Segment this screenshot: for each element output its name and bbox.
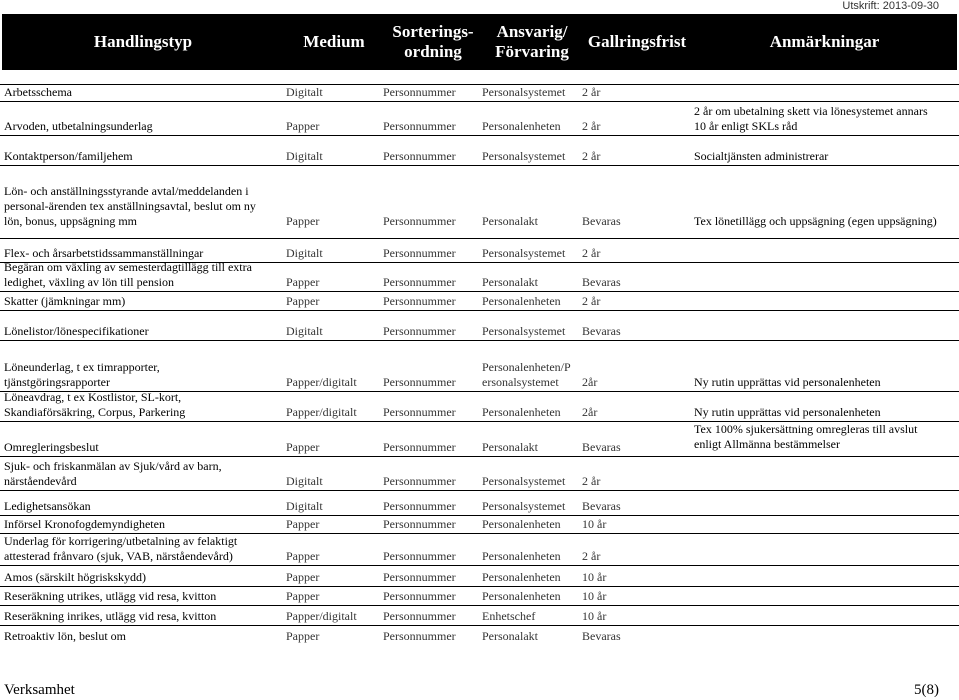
cell-sortering: Personnummer bbox=[383, 609, 456, 623]
header-ansvarig: Ansvarig/ Förvaring bbox=[495, 22, 569, 61]
cell-gallringsfrist: 2 år bbox=[582, 294, 601, 308]
cell-handlingstyp: Införsel Kronofogdemyndigheten bbox=[4, 517, 165, 531]
cell-anmarkning: Tex lönetillägg och uppsägning (egen uppsägning) bbox=[694, 214, 937, 228]
cell-gallringsfrist: 10 år bbox=[582, 570, 607, 584]
cell-handlingstyp: Löneunderlag, t ex timrapporter, tjänstgöringsrapporter bbox=[4, 360, 160, 389]
cell-sortering: Personnummer bbox=[383, 405, 456, 419]
cell-sortering: Personnummer bbox=[383, 149, 456, 163]
cell-ansvarig: Personalenheten bbox=[482, 405, 561, 419]
cell-ansvarig: Personalenheten bbox=[482, 549, 561, 563]
cell-ansvarig: Personalenheten bbox=[482, 589, 561, 603]
cell-ansvarig: Personalsystemet bbox=[482, 324, 566, 338]
cell-sortering: Personnummer bbox=[383, 440, 456, 454]
cell-medium: Papper bbox=[286, 119, 320, 133]
table-header bbox=[2, 14, 957, 70]
cell-sortering: Personnummer bbox=[383, 589, 456, 603]
cell-ansvarig: Personalsystemet bbox=[482, 85, 566, 99]
cell-ansvarig: Personalenheten/P ersonalsystemet bbox=[482, 360, 571, 389]
table-row bbox=[0, 490, 959, 516]
cell-handlingstyp: Sjuk- och friskanmälan av Sjuk/vård av barn, närståendevård bbox=[4, 459, 222, 488]
print-date: Utskrift: 2013-09-30 bbox=[842, 0, 939, 12]
cell-gallringsfrist: Bevaras bbox=[582, 324, 621, 338]
cell-gallringsfrist: 2 år bbox=[582, 246, 601, 260]
cell-gallringsfrist: 2 år bbox=[582, 149, 601, 163]
cell-handlingstyp: Reseräkning inrikes, utlägg vid resa, kvitton bbox=[4, 609, 217, 623]
cell-sortering: Personnummer bbox=[383, 324, 456, 338]
cell-handlingstyp: Arbetsschema bbox=[4, 85, 72, 99]
table-row bbox=[0, 456, 959, 491]
cell-medium: Digitalt bbox=[286, 149, 323, 163]
table-row bbox=[0, 310, 959, 341]
cell-handlingstyp: Kontaktperson/familjehem bbox=[4, 149, 133, 163]
cell-medium: Papper/digitalt bbox=[286, 405, 357, 419]
cell-medium: Papper bbox=[286, 275, 320, 289]
cell-medium: Papper bbox=[286, 589, 320, 603]
cell-anmarkning: Tex 100% sjukersättning omregleras till avslut enligt Allmänna bestämmelser bbox=[694, 422, 918, 451]
table-row bbox=[0, 165, 959, 231]
table-row bbox=[0, 84, 959, 102]
cell-gallringsfrist: 10 år bbox=[582, 589, 607, 603]
cell-ansvarig: Personalenheten bbox=[482, 119, 561, 133]
cell-sortering: Personnummer bbox=[383, 294, 456, 308]
table-row bbox=[0, 515, 959, 534]
cell-sortering: Personnummer bbox=[383, 549, 456, 563]
header-sorteringsordning: Sorterings- ordning bbox=[392, 22, 474, 61]
cell-gallringsfrist: Bevaras bbox=[582, 275, 621, 289]
cell-sortering: Personnummer bbox=[383, 629, 456, 643]
cell-gallringsfrist: Bevaras bbox=[582, 440, 621, 454]
table-row bbox=[0, 101, 959, 136]
cell-handlingstyp: Retroaktiv lön, beslut om bbox=[4, 629, 126, 643]
header-medium: Medium bbox=[303, 32, 365, 51]
cell-anmarkning: 2 år om ubetalning skett via lönesystemet annars 10 år enligt SKLs råd bbox=[694, 104, 928, 133]
cell-sortering: Personnummer bbox=[383, 570, 456, 584]
header-gallringsfrist: Gallringsfrist bbox=[587, 32, 687, 51]
cell-ansvarig: Personalenheten bbox=[482, 570, 561, 584]
cell-anmarkning: Ny rutin upprättas vid personalenheten bbox=[694, 405, 881, 419]
cell-medium: Papper bbox=[286, 517, 320, 531]
cell-medium: Digitalt bbox=[286, 85, 323, 99]
cell-sortering: Personnummer bbox=[383, 246, 456, 260]
table-row bbox=[0, 391, 959, 422]
cell-handlingstyp: Ledighetsansökan bbox=[4, 499, 91, 513]
cell-ansvarig: Personalakt bbox=[482, 629, 538, 643]
cell-ansvarig: Personalsystemet bbox=[482, 246, 566, 260]
cell-gallringsfrist: Bevaras bbox=[582, 629, 621, 643]
table-row bbox=[0, 565, 959, 587]
cell-gallringsfrist: 2 år bbox=[582, 119, 601, 133]
header-anmarkningar: Anmärkningar bbox=[769, 32, 880, 51]
cell-medium: Papper bbox=[286, 629, 320, 643]
cell-medium: Papper/digitalt bbox=[286, 375, 357, 389]
cell-sortering: Personnummer bbox=[383, 214, 456, 228]
table-row bbox=[0, 135, 959, 166]
cell-ansvarig: Personalakt bbox=[482, 440, 538, 454]
cell-medium: Papper bbox=[286, 549, 320, 563]
cell-medium: Papper bbox=[286, 440, 320, 454]
cell-ansvarig: Personalenheten bbox=[482, 517, 561, 531]
cell-handlingstyp: Amos (särskilt högriskskydd) bbox=[4, 570, 146, 584]
page-number: 5(8) bbox=[914, 682, 939, 698]
table-row bbox=[0, 340, 959, 392]
cell-gallringsfrist: Bevaras bbox=[582, 214, 621, 228]
cell-anmarkning: Ny rutin upprättas vid personalenheten bbox=[694, 375, 881, 389]
cell-medium: Papper bbox=[286, 214, 320, 228]
cell-ansvarig: Personalsystemet bbox=[482, 499, 566, 513]
cell-ansvarig: Enhetschef bbox=[482, 609, 536, 623]
table-row bbox=[0, 421, 959, 457]
cell-sortering: Personnummer bbox=[383, 275, 456, 289]
cell-sortering: Personnummer bbox=[383, 375, 456, 389]
cell-medium: Digitalt bbox=[286, 324, 323, 338]
cell-medium: Digitalt bbox=[286, 474, 323, 488]
cell-anmarkning: Socialtjänsten administrerar bbox=[694, 149, 829, 163]
header-handlingstyp: Handlingstyp bbox=[93, 32, 193, 51]
cell-handlingstyp: Lönelistor/lönespecifikationer bbox=[4, 324, 149, 338]
cell-ansvarig: Personalenheten bbox=[482, 294, 561, 308]
cell-handlingstyp: Reseräkning utrikes, utlägg vid resa, kvitton bbox=[4, 589, 217, 603]
cell-medium: Papper/digitalt bbox=[286, 609, 357, 623]
cell-gallringsfrist: 10 år bbox=[582, 517, 607, 531]
footer-verksamhet: Verksamhet bbox=[4, 682, 75, 698]
cell-medium: Papper bbox=[286, 570, 320, 584]
cell-handlingstyp: Arvoden, utbetalningsunderlag bbox=[4, 119, 153, 133]
cell-sortering: Personnummer bbox=[383, 474, 456, 488]
cell-handlingstyp: Omregleringsbeslut bbox=[4, 440, 99, 454]
cell-handlingstyp: Flex- och årsarbetstidssammanställningar bbox=[4, 246, 204, 260]
cell-sortering: Personnummer bbox=[383, 517, 456, 531]
cell-sortering: Personnummer bbox=[383, 85, 456, 99]
table-row bbox=[0, 625, 959, 646]
cell-ansvarig: Personalsystemet bbox=[482, 149, 566, 163]
cell-ansvarig: Personalsystemet bbox=[482, 474, 566, 488]
cell-medium: Papper bbox=[286, 294, 320, 308]
cell-gallringsfrist: 2år bbox=[582, 405, 598, 419]
table-row bbox=[0, 605, 959, 626]
table-row bbox=[0, 533, 959, 566]
cell-ansvarig: Personalakt bbox=[482, 275, 538, 289]
cell-medium: Digitalt bbox=[286, 246, 323, 260]
cell-handlingstyp: Underlag för korrigering/utbetalning av felaktigt attesterad frånvaro (sjuk, VAB, närståendevård) bbox=[4, 534, 238, 563]
cell-sortering: Personnummer bbox=[383, 119, 456, 133]
cell-handlingstyp: Löneavdrag, t ex Kostlistor, SL-kort, Skandiaförsäkring, Corpus, Parkering bbox=[4, 390, 186, 419]
table-row bbox=[0, 586, 959, 606]
table-row bbox=[0, 262, 959, 292]
cell-gallringsfrist: 2år bbox=[582, 375, 598, 389]
cell-gallringsfrist: 2 år bbox=[582, 474, 601, 488]
cell-handlingstyp: Skatter (jämkningar mm) bbox=[4, 294, 126, 308]
cell-gallringsfrist: 2 år bbox=[582, 549, 601, 563]
cell-sortering: Personnummer bbox=[383, 499, 456, 513]
cell-gallringsfrist: 10 år bbox=[582, 609, 607, 623]
cell-handlingstyp: Lön- och anställningsstyrande avtal/meddelanden i personal-ärenden tex anställningsavtal, beslut om ny lön, bonus, uppsägning mm bbox=[4, 184, 256, 228]
cell-medium: Digitalt bbox=[286, 499, 323, 513]
cell-gallringsfrist: 2 år bbox=[582, 85, 601, 99]
cell-handlingstyp: Begäran om växling av semesterdagtillägg till extra ledighet, växling av lön till pension bbox=[4, 260, 252, 289]
cell-gallringsfrist: Bevaras bbox=[582, 499, 621, 513]
cell-ansvarig: Personalakt bbox=[482, 214, 538, 228]
table-row bbox=[0, 291, 959, 311]
